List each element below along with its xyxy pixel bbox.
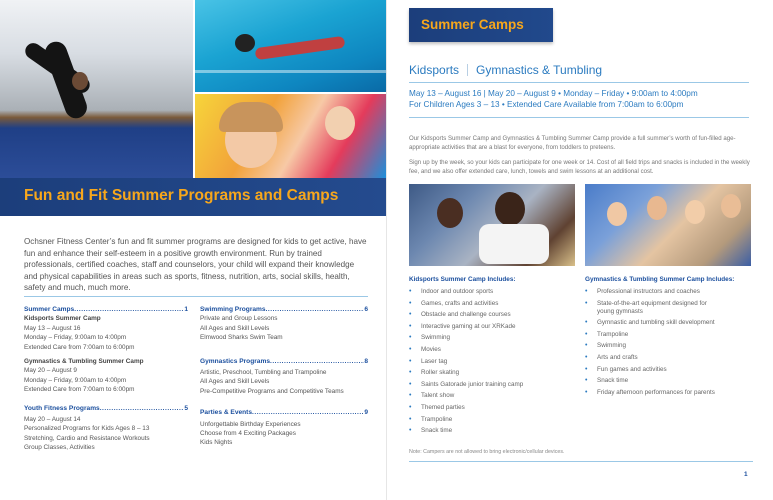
toc-page: 1 xyxy=(184,306,188,313)
list-item: • Friday afternoon performances for parents xyxy=(585,389,755,397)
toc-gymnastics-programs[interactable] xyxy=(200,357,368,366)
text-line: Kids Nights xyxy=(200,439,233,447)
gymnast-head xyxy=(607,202,627,226)
toc-page: 6 xyxy=(364,306,368,313)
list-item: • Snack time xyxy=(409,427,575,435)
text-line: May 20 – August 9 xyxy=(24,367,77,375)
divider xyxy=(24,296,368,297)
list-item: • Interactive gaming at our XRKade xyxy=(409,323,575,331)
list-item: • Themed parties xyxy=(409,404,575,412)
description-paragraph: Our Kidsports Summer Camp and Gymnastics & Tumbling Summer Camp provide a full summer’s worth of fun-filled age-appropriate activities that are a blast for everyone, from toddlers to preteens. xyxy=(409,135,736,151)
list-item: • Swimming xyxy=(585,342,755,350)
page-number: 1 xyxy=(744,471,748,478)
text-line: All Ages and Skill Levels xyxy=(200,324,270,332)
list-item: • Movies xyxy=(409,346,575,354)
toc-title: Parties & Events xyxy=(200,409,253,417)
heading-kidsports: Kidsports xyxy=(409,63,460,77)
text-line: Personalized Programs for Kids Ages 8 – 13 xyxy=(24,425,150,433)
page-title: Fun and Fit Summer Programs and Camps xyxy=(24,187,339,204)
list-item: • Roller skating xyxy=(409,369,575,377)
list-item: • Trampoline xyxy=(585,331,755,339)
toc-column-left xyxy=(24,305,188,453)
swimmer-cap xyxy=(235,34,255,52)
gymnast-head xyxy=(647,196,667,220)
child-head xyxy=(437,198,463,228)
lane-line xyxy=(195,70,386,73)
counselor-shirt xyxy=(479,224,549,264)
gymnastics-subtitle: Gymnastics & Tumbling Summer Camp xyxy=(24,358,144,366)
toc-youth-fitness[interactable] xyxy=(24,404,188,413)
text-line: Elmwood Sharks Swim Team xyxy=(200,334,283,342)
gymnast-head xyxy=(685,200,705,224)
list-item: • Swimming xyxy=(409,334,575,342)
instructor-face xyxy=(325,106,355,140)
leader-dots xyxy=(100,404,185,413)
text-line: Private and Group Lessons xyxy=(200,315,278,323)
leader-dots xyxy=(74,305,184,314)
intro-paragraph: Ochsner Fitness Center’s fun and fit summer programs are designed for kids to get active, have fun and enhance their self-esteem in a positive growth environment. Run by trained professionals, certified coaches, staff and counselors, your child will expand their knowledge and physical capabilities in areas such as sports, fitness, nutrition, arts, social skills, health, safety and much, much more. xyxy=(24,237,367,292)
gymnastics-photo xyxy=(585,184,751,266)
swimmer-photo xyxy=(195,0,386,92)
gymnastics-list xyxy=(585,288,755,400)
text-line: Pre-Competitive Programs and Competitive Teams xyxy=(200,387,344,395)
list-item: • Gymnastic and tumbling skill development xyxy=(585,319,755,327)
list-item: • Laser tag xyxy=(409,358,575,366)
kidsports-subtitle: Kidsports Summer Camp xyxy=(24,315,101,323)
dates-line: For Children Ages 3 – 13 • Extended Care Available from 7:00am to 6:00pm xyxy=(409,100,684,110)
text-line: Stretching, Cardio and Resistance Workouts xyxy=(24,434,150,442)
left-page xyxy=(0,0,386,500)
list-item: • Snack time xyxy=(585,377,755,385)
heading-separator xyxy=(467,64,468,76)
list-item: • Saints Gatorade junior training camp xyxy=(409,381,575,389)
toc-title: Swimming Programs xyxy=(200,306,266,313)
summer-camps-tab xyxy=(409,8,553,42)
divider xyxy=(409,461,753,462)
toc-title: Gymnastics Programs xyxy=(200,357,270,365)
leader-dots xyxy=(270,357,364,366)
text-line: Unforgettable Birthday Experiences xyxy=(200,420,301,428)
swimmer-body xyxy=(255,36,346,60)
toc-title: Summer Camps xyxy=(24,306,75,313)
divider xyxy=(409,82,749,83)
gymnast-photo xyxy=(0,0,193,178)
child-photo xyxy=(195,94,386,178)
list-item: • Fun games and activities xyxy=(585,366,755,374)
text-line: Artistic, Preschool, Tumbling and Trampoline xyxy=(200,369,327,377)
counselor-head xyxy=(495,192,525,226)
list-item: • Talent show xyxy=(409,392,575,400)
toc-page: 5 xyxy=(184,404,188,412)
list-item: • Obstacle and challenge courses xyxy=(409,311,575,319)
toc-column-right xyxy=(200,305,368,448)
toc-title: Youth Fitness Programs xyxy=(24,404,100,412)
leader-dots xyxy=(266,305,365,314)
toc-page: 8 xyxy=(364,357,368,365)
toc-page: 9 xyxy=(364,409,368,417)
text-line: May 13 – August 16 xyxy=(24,324,81,332)
text-line: Monday – Friday, 9:00am to 4:00pm xyxy=(24,334,127,342)
text-line: May 20 – August 14 xyxy=(24,416,81,424)
left-banner xyxy=(0,178,386,216)
toc-swimming[interactable] xyxy=(200,305,368,314)
text-line: All Ages and Skill Levels xyxy=(200,378,270,386)
list-item: • Arts and crafts xyxy=(585,354,755,362)
list-item: • Games, crafts and activities xyxy=(409,300,575,308)
child-hair xyxy=(219,102,283,132)
text-line: Monday – Friday, 9:00am to 4:00pm xyxy=(24,376,127,384)
gymnast-head xyxy=(721,194,741,218)
camp-heading xyxy=(409,63,602,77)
text-line: Extended Care from 7:00am to 6:00pm xyxy=(24,343,135,351)
list-item: • Professional instructors and coaches xyxy=(585,288,755,296)
list-item: • Indoor and outdoor sports xyxy=(409,288,575,296)
camp-dates xyxy=(409,88,698,110)
signup-paragraph: Sign up by the week, so your kids can participate for one week or 14. Cost of all field trips and snacks is included in the weekly fee, and we also offer extended care, lunch, towels and swim lessons at an additional cost. xyxy=(409,159,750,175)
gymnastics-list-title: Gymnastics & Tumbling Summer Camp Includes: xyxy=(585,276,735,283)
toc-parties-events[interactable] xyxy=(200,408,368,417)
toc-summer-camps[interactable] xyxy=(24,305,188,314)
text-line: Extended Care from 7:00am to 6:00pm xyxy=(24,386,135,394)
device-note: Note: Campers are not allowed to bring electronic/cellular devices. xyxy=(409,449,565,455)
text-line: Group Classes, Activities xyxy=(24,444,95,452)
text-line: Choose from 4 Exciting Packages xyxy=(200,430,296,438)
divider xyxy=(409,117,749,118)
list-item: • State-of-the-art equipment designed for young gymnasts xyxy=(585,300,725,316)
leader-dots xyxy=(252,408,364,417)
list-item: • Trampoline xyxy=(409,416,575,424)
gymnast-head xyxy=(72,72,88,90)
kidsports-list xyxy=(409,288,575,439)
page-fold xyxy=(386,0,387,500)
kidsports-photo xyxy=(409,184,575,266)
dates-line: May 13 – August 16 | May 20 – August 9 • Monday – Friday • 9:00am to 4:00pm xyxy=(409,89,698,98)
section-title: Summer Camps xyxy=(421,17,524,32)
heading-gymnastics: Gymnastics & Tumbling xyxy=(476,63,603,77)
kidsports-list-title: Kidsports Summer Camp Includes: xyxy=(409,276,516,283)
